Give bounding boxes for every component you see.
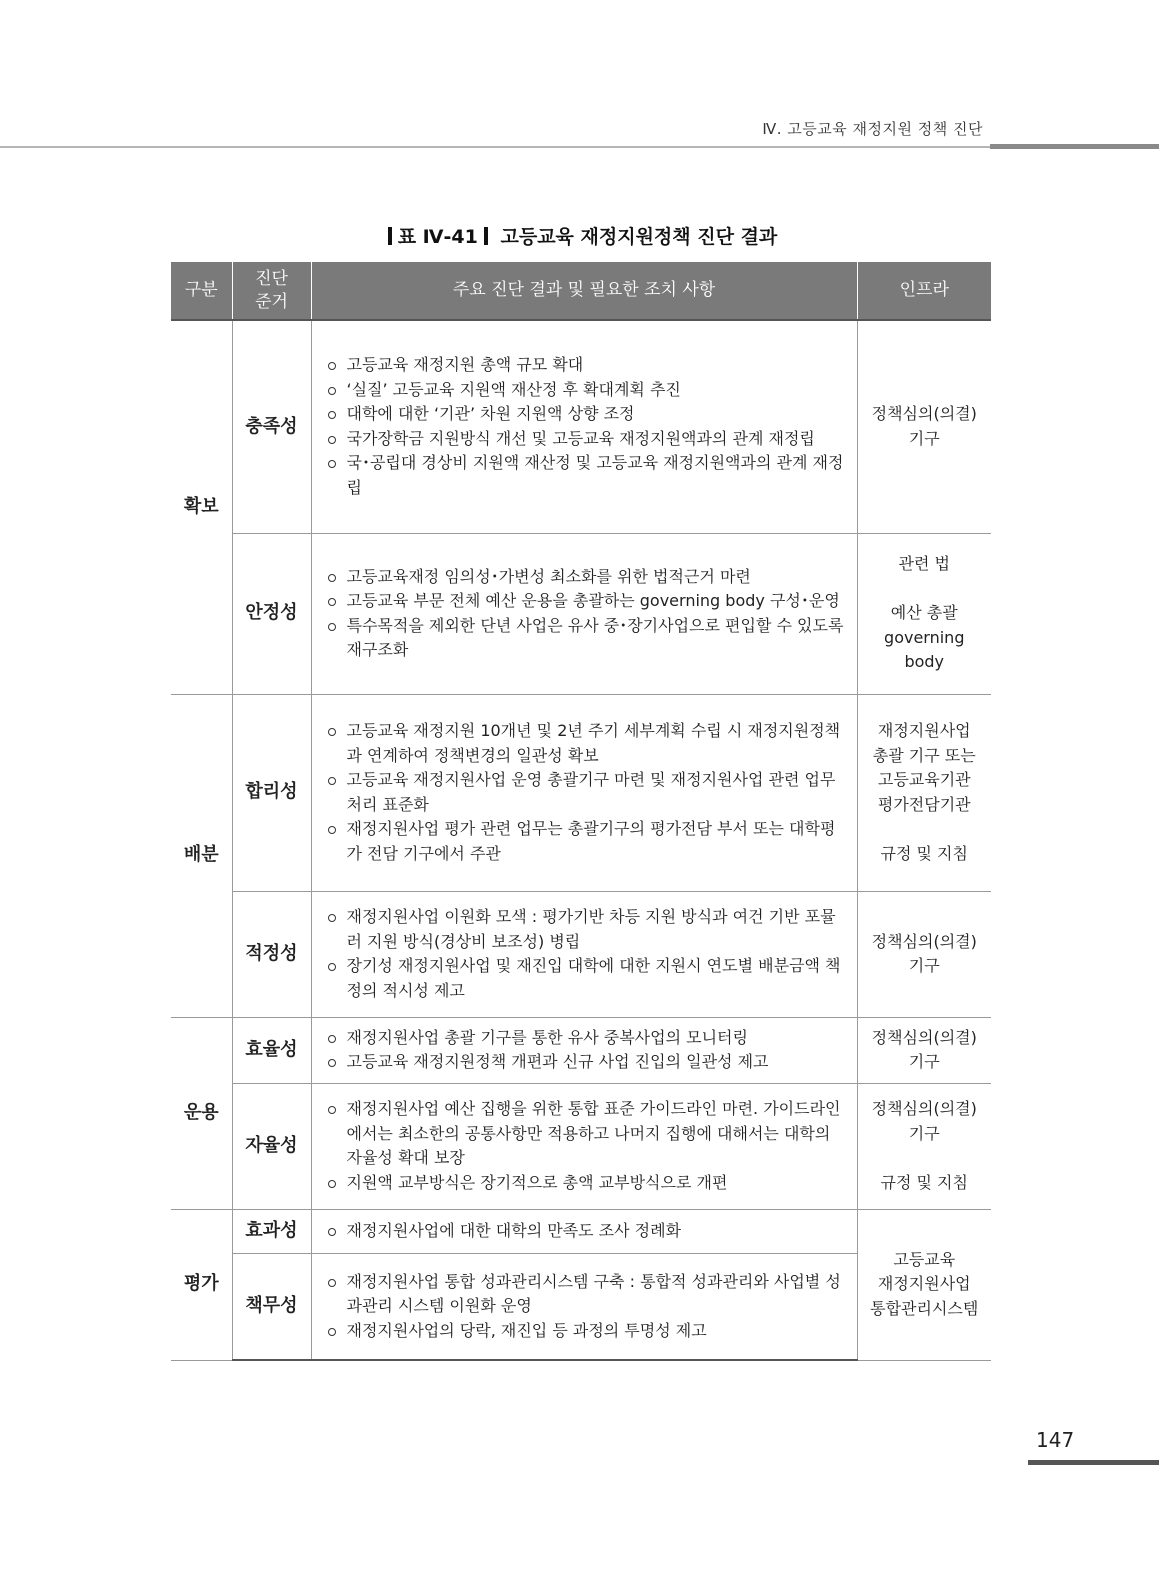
list-item: 고등교육재정 임의성･가변성 최소화를 위한 법적근거 마련 (326, 565, 845, 590)
category-cell: 확보 (171, 320, 232, 694)
list-item: ‘실질’ 고등교육 지원액 재산정 후 확대계획 추진 (326, 378, 845, 403)
category-cell: 운용 (171, 1017, 232, 1209)
infra-cell (857, 533, 991, 694)
infra-line: 정책심의(의결) (871, 1099, 977, 1118)
content-cell (311, 891, 857, 1017)
criterion-cell: 적정성 (232, 891, 311, 1017)
item-list (326, 719, 845, 866)
list-item: 재정지원사업의 당락, 재진입 등 과정의 투명성 제고 (326, 1319, 845, 1344)
title-bar-left (388, 227, 392, 245)
infra-line: 고등교육기관 (877, 770, 971, 789)
infra-cell (857, 1017, 991, 1083)
infra-line: 기구 (908, 1123, 940, 1143)
table-label: 표 Ⅳ-41 (397, 226, 478, 248)
list-item: 대학에 대한 ‘기관’ 차원 지원액 상향 조정 (326, 402, 845, 427)
table-title (0, 222, 1159, 249)
item-list (326, 353, 845, 500)
list-item: 재정지원사업 평가 관련 업무는 총괄기구의 평가전담 부서 또는 대학평가 전담 기구에서 주관 (326, 817, 845, 866)
content-cell (311, 1083, 857, 1209)
infra-line: 예산 총괄 (890, 603, 958, 623)
content-cell (311, 694, 857, 891)
table-title-text: 고등교육 재정지원정책 진단 결과 (500, 226, 778, 248)
criterion-cell: 자율성 (232, 1083, 311, 1209)
infra-line: 기구 (908, 1052, 940, 1071)
item-list (326, 1270, 845, 1344)
list-item: 국가장학금 지원방식 개선 및 고등교육 재정지원액과의 관계 재정립 (326, 427, 845, 452)
infra-cell (857, 694, 991, 891)
infra-cell (857, 891, 991, 1017)
list-item: 지원액 교부방식은 장기적으로 총액 교부방식으로 개편 (326, 1171, 845, 1196)
list-item: 특수목적을 제외한 단년 사업은 유사 중･장기사업으로 편입할 수 있도록 재구조화 (326, 614, 845, 663)
list-item: 재정지원사업 통합 성과관리시스템 구축 : 통합적 성과관리와 사업별 성과관리 시스템 이원화 운영 (326, 1270, 845, 1319)
criterion-cell: 안정성 (232, 533, 311, 694)
infra-line: 재정지원사업 (877, 1274, 971, 1294)
header-criteria-line1: 진단 (255, 268, 288, 289)
list-item: 재정지원사업 이원화 모색 : 평가기반 차등 지원 방식과 여건 기반 포뮬러 지원 방식(경상비 보조성) 병립 (326, 905, 845, 954)
infra-line (864, 817, 986, 842)
list-item: 국･공립대 경상비 지원액 재산정 및 고등교육 재정지원액과의 관계 재정립 (326, 451, 845, 500)
item-list (326, 1026, 845, 1075)
list-item: 고등교육 재정지원 10개년 및 2년 주기 세부계획 수립 시 재정지원정책과 연계하여 정책변경의 일관성 확보 (326, 719, 845, 768)
infra-line: 정책심의(의결) (871, 931, 977, 951)
infra-cell (857, 320, 991, 533)
list-item: 고등교육 부문 전체 예산 운용을 총괄하는 governing body 구성･운영 (326, 589, 845, 614)
category-cell: 배분 (171, 694, 232, 1017)
infra-line: 총괄 기구 또는 (872, 745, 976, 765)
criterion-cell: 책무성 (232, 1253, 311, 1360)
list-item: 장기성 재정지원사업 및 재진입 대학에 대한 지원시 연도별 배분금액 책정의 적시성 제고 (326, 954, 845, 1003)
criterion-cell: 합리성 (232, 694, 311, 891)
infra-line: body (904, 652, 945, 672)
content-cell (311, 1209, 857, 1253)
list-item: 재정지원사업 총괄 기구를 통한 유사 중복사업의 모니터링 (326, 1026, 845, 1051)
infra-line: 평가전담기관 (877, 794, 971, 814)
list-item: 재정지원사업에 대한 대학의 만족도 조사 정례화 (326, 1219, 845, 1244)
page-number: 147 (1036, 1428, 1075, 1452)
table-row (171, 694, 991, 891)
infra-line: 규정 및 지침 (880, 843, 968, 863)
content-cell (311, 1253, 857, 1360)
running-head: Ⅳ. 고등교육 재정지원 정책 진단 (762, 120, 983, 138)
item-list (326, 565, 845, 663)
infra-line: 기구 (908, 956, 940, 975)
infra-line: 규정 및 지침 (880, 1172, 968, 1192)
infra-line: governing (884, 627, 965, 647)
infra-cell (857, 1209, 991, 1360)
item-list (326, 905, 845, 1003)
list-item: 재정지원사업 예산 집행을 위한 통합 표준 가이드라인 마련. 가이드라인에서는 최소한의 공통사항만 적용하고 나머지 집행에 대해서는 대학의 자율성 확대 보장 (326, 1097, 845, 1171)
header-rule-accent (990, 144, 1159, 149)
infra-line: 기구 (908, 428, 940, 448)
infra-line: 재정지원사업 (877, 721, 971, 740)
table-row (171, 1017, 991, 1083)
infra-line: 관련 법 (898, 554, 950, 574)
header-infra: 인프라 (857, 262, 991, 320)
infra-cell (857, 1083, 991, 1209)
table-row (171, 1209, 991, 1253)
footer-rule (1028, 1460, 1159, 1465)
criterion-cell: 효율성 (232, 1017, 311, 1083)
criterion-cell: 효과성 (232, 1209, 311, 1253)
list-item: 고등교육 재정지원 총액 규모 확대 (326, 353, 845, 378)
header-criteria-line2: 준거 (255, 291, 288, 312)
header-category: 구분 (171, 262, 232, 320)
table-row (171, 533, 991, 694)
criterion-cell: 충족성 (232, 320, 311, 533)
table-row (171, 1083, 991, 1209)
infra-line: 통합관리시스템 (870, 1298, 979, 1318)
infra-line (864, 1146, 986, 1171)
header-rule (0, 146, 990, 148)
title-bar-right (484, 227, 488, 245)
header-row (171, 262, 991, 320)
diagnosis-table (171, 262, 991, 1361)
header-content: 주요 진단 결과 및 필요한 조치 사항 (311, 262, 857, 320)
content-cell (311, 1017, 857, 1083)
content-cell (311, 320, 857, 533)
list-item: 고등교육 재정지원정책 개편과 신규 사업 진입의 일관성 제고 (326, 1050, 845, 1075)
infra-line: 정책심의(의결) (871, 404, 977, 424)
infra-line (864, 577, 986, 602)
infra-line: 정책심의(의결) (871, 1027, 977, 1047)
table-row (171, 891, 991, 1017)
table-row (171, 320, 991, 533)
item-list (326, 1097, 845, 1195)
infra-line: 고등교육 (893, 1249, 956, 1269)
item-list (326, 1219, 845, 1244)
header-criteria (232, 262, 311, 320)
category-cell: 평가 (171, 1209, 232, 1360)
content-cell (311, 533, 857, 694)
list-item: 고등교육 재정지원사업 운영 총괄기구 마련 및 재정지원사업 관련 업무처리 표준화 (326, 768, 845, 817)
